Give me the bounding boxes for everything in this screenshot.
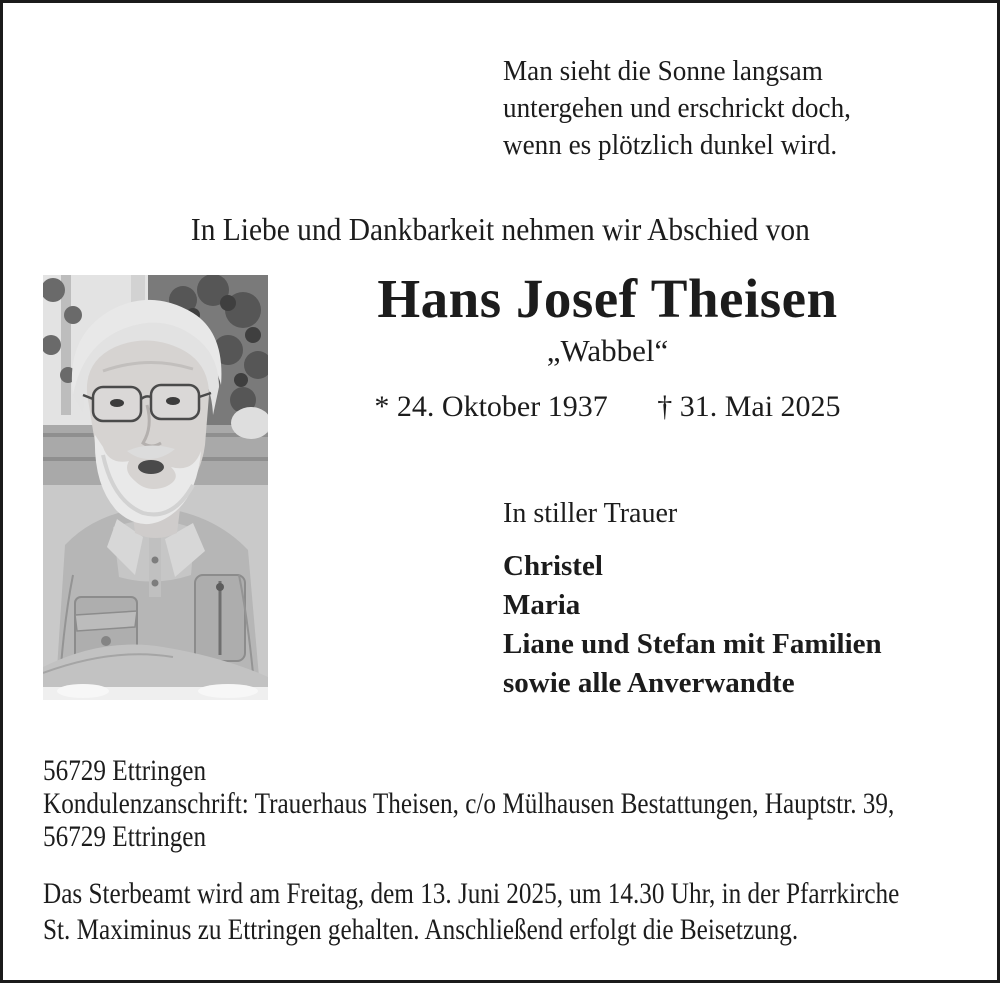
poem-line: untergehen und erschrickt doch, [503,93,851,124]
poem-line: wenn es plötzlich dunkel wird. [503,130,838,161]
deceased-nickname: „Wabbel“ [546,333,669,368]
service-info [43,876,899,948]
deceased-name: Hans Josef Theisen [377,268,838,329]
mourners-list [503,547,882,703]
mourner-line: Maria [503,589,581,621]
portrait-photo [43,275,268,700]
poem-line: Man sieht die Sonne langsam [503,56,823,87]
deceased-header [268,267,947,426]
intro-text: In Liebe und Dankbarkeit nehmen wir Abschied von [190,211,810,247]
mourner-line: sowie alle Anverwandte [503,667,795,699]
mourning-heading: In stiller Trauer [503,498,678,529]
life-dates [268,388,947,426]
death-date: † 31. Mai 2025 [657,390,841,423]
address-line: 56729 Ettringen [43,754,207,787]
service-line: Das Sterbeamt wird am Freitag, dem 13. Juni 2025, um 14.30 Uhr, in der Pfarrkirche [43,877,900,910]
service-line: St. Maximinus zu Ettringen gehalten. Anschließend erfolgt die Beisetzung. [43,913,799,946]
mourner-line: Christel [503,550,603,582]
condolence-address [43,754,894,853]
intro-line [3,209,997,249]
poem [503,53,851,164]
birth-date: * 24. Oktober 1937 [374,390,608,423]
address-line: Kondulenzanschrift: Trauerhaus Theisen, c/o Mülhausen Bestattungen, Hauptstr. 39, [43,787,895,820]
mourner-line: Liane und Stefan mit Familien [503,628,882,660]
address-line: 56729 Ettringen [43,820,207,853]
